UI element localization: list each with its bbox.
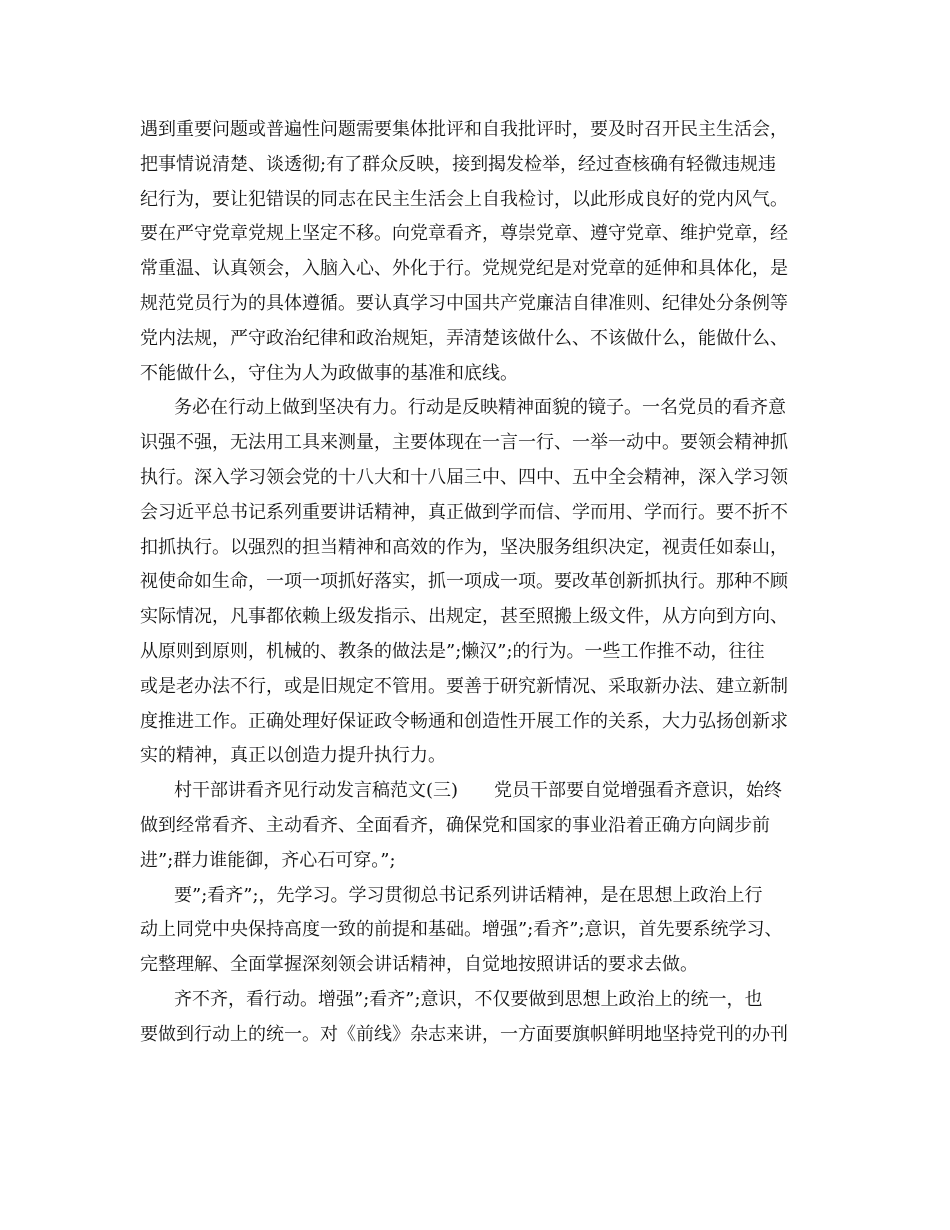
text-line: 常重温、认真领会，入脑入心、外化于行。党规党纪是对党章的延伸和具体化，是	[140, 258, 788, 280]
text-line: 扣抓执行。以强烈的担当精神和高效的作为，坚决服务组织决定，视责任如泰山，	[140, 536, 788, 558]
text-line: 实的精神，真正以创造力提升执行力。	[140, 745, 446, 767]
document-body	[140, 113, 820, 1053]
text-line: 党内法规，严守政治纪律和政治规矩，弄清楚该做什么、不该做什么，能做什么、	[140, 327, 788, 349]
text-line: 齐不齐，看行动。增强”;看齐”;意识，不仅要做到思想上政治上的统一，也	[174, 988, 763, 1010]
text-line: 纪行为，要让犯错误的同志在民主生活会上自我检讨，以此形成良好的党内风气。	[140, 188, 788, 210]
text-line: 从原则到原则，机械的、教条的做法是”;懒汉”;的行为。一些工作推不动，往往	[140, 640, 765, 662]
text-line: 执行。深入学习领会党的十八大和十八届三中、四中、五中全会精神，深入学习领	[140, 466, 788, 488]
text-line: 识强不强，无法用工具来测量，主要体现在一言一行、一举一动中。要领会精神抓	[140, 432, 788, 454]
text-line: 或是老办法不行，或是旧规定不管用。要善于研究新情况、采取新办法、建立新制	[140, 675, 788, 697]
text-line: 务必在行动上做到坚决有力。行动是反映精神面貌的镜子。一名党员的看齐意	[174, 397, 786, 419]
text-line: 要在严守党章党规上坚定不移。向党章看齐，尊崇党章、遵守党章、维护党章，经	[140, 223, 788, 245]
text-line: 要做到行动上的统一。对《前线》杂志来讲，一方面要旗帜鲜明地坚持党刊的办刊	[140, 1023, 788, 1045]
text-line: 会习近平总书记系列重要讲话精神，真正做到学而信、学而用、学而行。要不折不	[140, 501, 788, 523]
text-line: 动上同党中央保持高度一致的前提和基础。增强”;看齐”;意识，首先要系统学习、	[140, 919, 783, 941]
text-line: 度推进工作。正确处理好保证政令畅通和创造性开展工作的关系，大力弘扬创新求	[140, 710, 788, 732]
text-line: 把事情说清楚、谈透彻;有了群众反映，接到揭发检举，经过查核确有轻微违规违	[140, 153, 777, 175]
text-line: 遇到重要问题或普遍性问题需要集体批评和自我批评时，要及时召开民主生活会，	[140, 119, 788, 140]
text-line: 实际情况，凡事都依赖上级发指示、出规定，甚至照搬上级文件，从方向到方向、	[140, 606, 788, 628]
text-line: 要”;看齐”;，先学习。学习贯彻总书记系列讲话精神，是在思想上政治上行	[174, 884, 763, 906]
text-line: 村干部讲看齐见行动发言稿范文(三) 党员干部要自觉增强看齐意识，始终	[174, 780, 783, 802]
text-line: 进”;群力谁能御，齐心石可穿。”;	[140, 849, 396, 871]
text-line: 不能做什么，守住为人为政做事的基准和底线。	[140, 362, 518, 384]
text-line: 做到经常看齐、主动看齐、全面看齐，确保党和国家的事业沿着正确方向阔步前	[140, 814, 770, 836]
text-line: 视使命如生命，一项一项抓好落实，抓一项成一项。要改革创新抓执行。那种不顾	[140, 571, 788, 593]
text-line: 规范党员行为的具体遵循。要认真学习中国共产党廉洁自律准则、纪律处分条例等	[140, 292, 788, 314]
text-line: 完整理解、全面掌握深刻领会讲话精神，自觉地按照讲话的要求去做。	[140, 954, 698, 976]
